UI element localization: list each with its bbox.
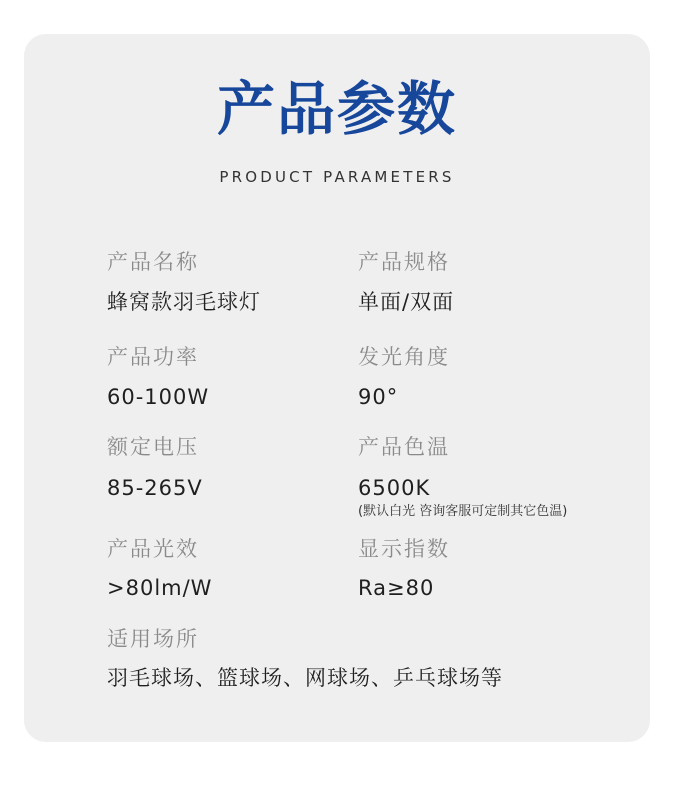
- product-power-value: 60-100W: [107, 385, 210, 409]
- product-spec-label: 产品规格: [358, 250, 450, 274]
- beam-angle-label: 发光角度: [358, 345, 450, 369]
- application-value: 羽毛球场、篮球场、网球场、乒乓球场等: [107, 666, 503, 690]
- color-rendering-label: 显示指数: [358, 537, 450, 561]
- color-temperature-value: 6500K: [358, 476, 431, 500]
- rated-voltage-value: 85-265V: [107, 476, 203, 500]
- luminous-efficacy-label: 产品光效: [107, 537, 199, 561]
- product-name-label: 产品名称: [107, 250, 199, 274]
- luminous-efficacy-value: >80lm/W: [107, 576, 213, 600]
- color-temperature-note: (默认白光 咨询客服可定制其它色温): [358, 504, 568, 519]
- page-title: 产品参数: [216, 75, 457, 143]
- color-temperature-label: 产品色温: [358, 435, 450, 459]
- color-rendering-value: Ra≥80: [358, 576, 435, 600]
- product-name-value: 蜂窝款羽毛球灯: [107, 290, 261, 314]
- page-subtitle: PRODUCT PARAMETERS: [219, 168, 455, 186]
- application-label: 适用场所: [107, 627, 199, 651]
- product-power-label: 产品功率: [107, 345, 199, 369]
- beam-angle-value: 90°: [358, 385, 399, 409]
- rated-voltage-label: 额定电压: [107, 435, 199, 459]
- product-spec-value: 单面/双面: [358, 290, 455, 314]
